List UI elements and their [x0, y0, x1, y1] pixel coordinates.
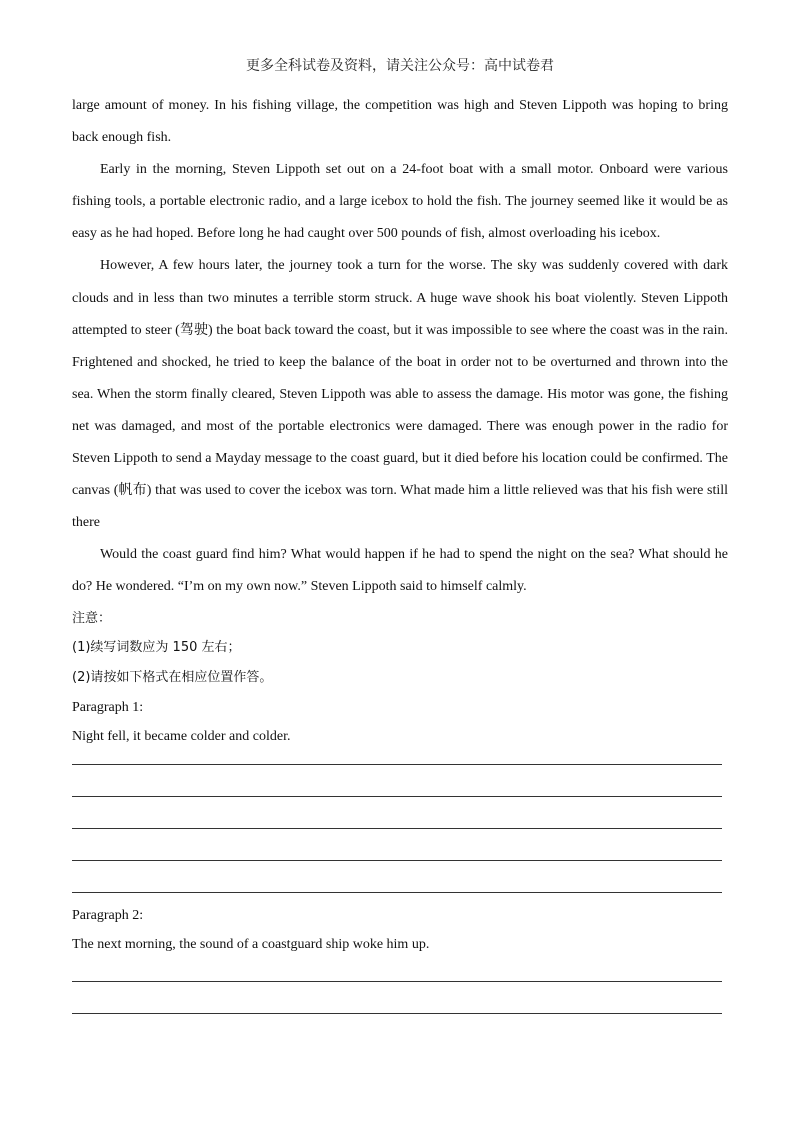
paragraph1-label: Paragraph 1:: [72, 699, 144, 715]
passage-paragraph-2: Early in the morning, Steven Lippoth set out on a 24-foot boat with a small motor. Onboard were various fishing tools, a portable electronic radio, and a large icebox to hold the fish. The journey seemed like it would be as easy as he had hoped. Before long he had caught over 500 pounds of fish, almost overloading his icebox.: [72, 162, 728, 242]
page-header: 更多全科试卷及资料，请关注公众号：高中试卷君: [246, 58, 554, 74]
answer-line[interactable]: [72, 860, 722, 861]
answer-line[interactable]: [72, 981, 722, 982]
notes-item-2: (2)请按如下格式在相应位置作答。: [72, 669, 273, 685]
answer-line[interactable]: [72, 828, 722, 829]
paragraph2-label: Paragraph 2:: [72, 908, 144, 923]
answer-line[interactable]: [72, 1013, 722, 1014]
notes-title: 注意：: [72, 610, 112, 626]
answer-line[interactable]: [72, 892, 722, 893]
passage: [72, 90, 728, 751]
answer-line[interactable]: [72, 764, 722, 765]
passage-paragraph-4: Would the coast guard find him? What would happen if he had to spend the night on the sea? What should he do? He wondered. “I’m on my own now.” Steven Lippoth said to himself calmly.: [72, 547, 728, 595]
paragraph1-opening: Night fell, it became colder and colder.: [72, 728, 291, 744]
notes-item-1: (1)续写词数应为 150 左右；: [72, 639, 241, 655]
paragraph2-opening: The next morning, the sound of a coastguard ship woke him up.: [72, 937, 430, 952]
passage-paragraph-3: However, A few hours later, the journey took a turn for the worse. The sky was suddenly covered with dark clouds and in less than two minutes a terrible storm struck. A huge wave shook his boat violently. Steven Lippoth attempted to steer (驾驶) the boat back toward the coast, but it was impossible to see where the coast was in the rain. Frightened and shocked, he tried to keep the balance of the boat in order not to be overturned and thrown into the sea. When the storm finally cleared, Steven Lippoth was able to assess the damage. His motor was gone, the fishing net was damaged, and most of the portable electronics were damaged. There was enough power in the radio for Steven Lippoth to send a Mayday message to the coast guard, but it died before his location could be confirmed. The canvas (帆布) that was used to cover the icebox was torn. What made him a little relieved was that his fish were still there: [72, 258, 728, 531]
answer-line[interactable]: [72, 796, 722, 797]
passage-paragraph-1: large amount of money. In his fishing village, the competition was high and Steven Lippoth was hoping to bring back enough fish.: [72, 98, 728, 146]
